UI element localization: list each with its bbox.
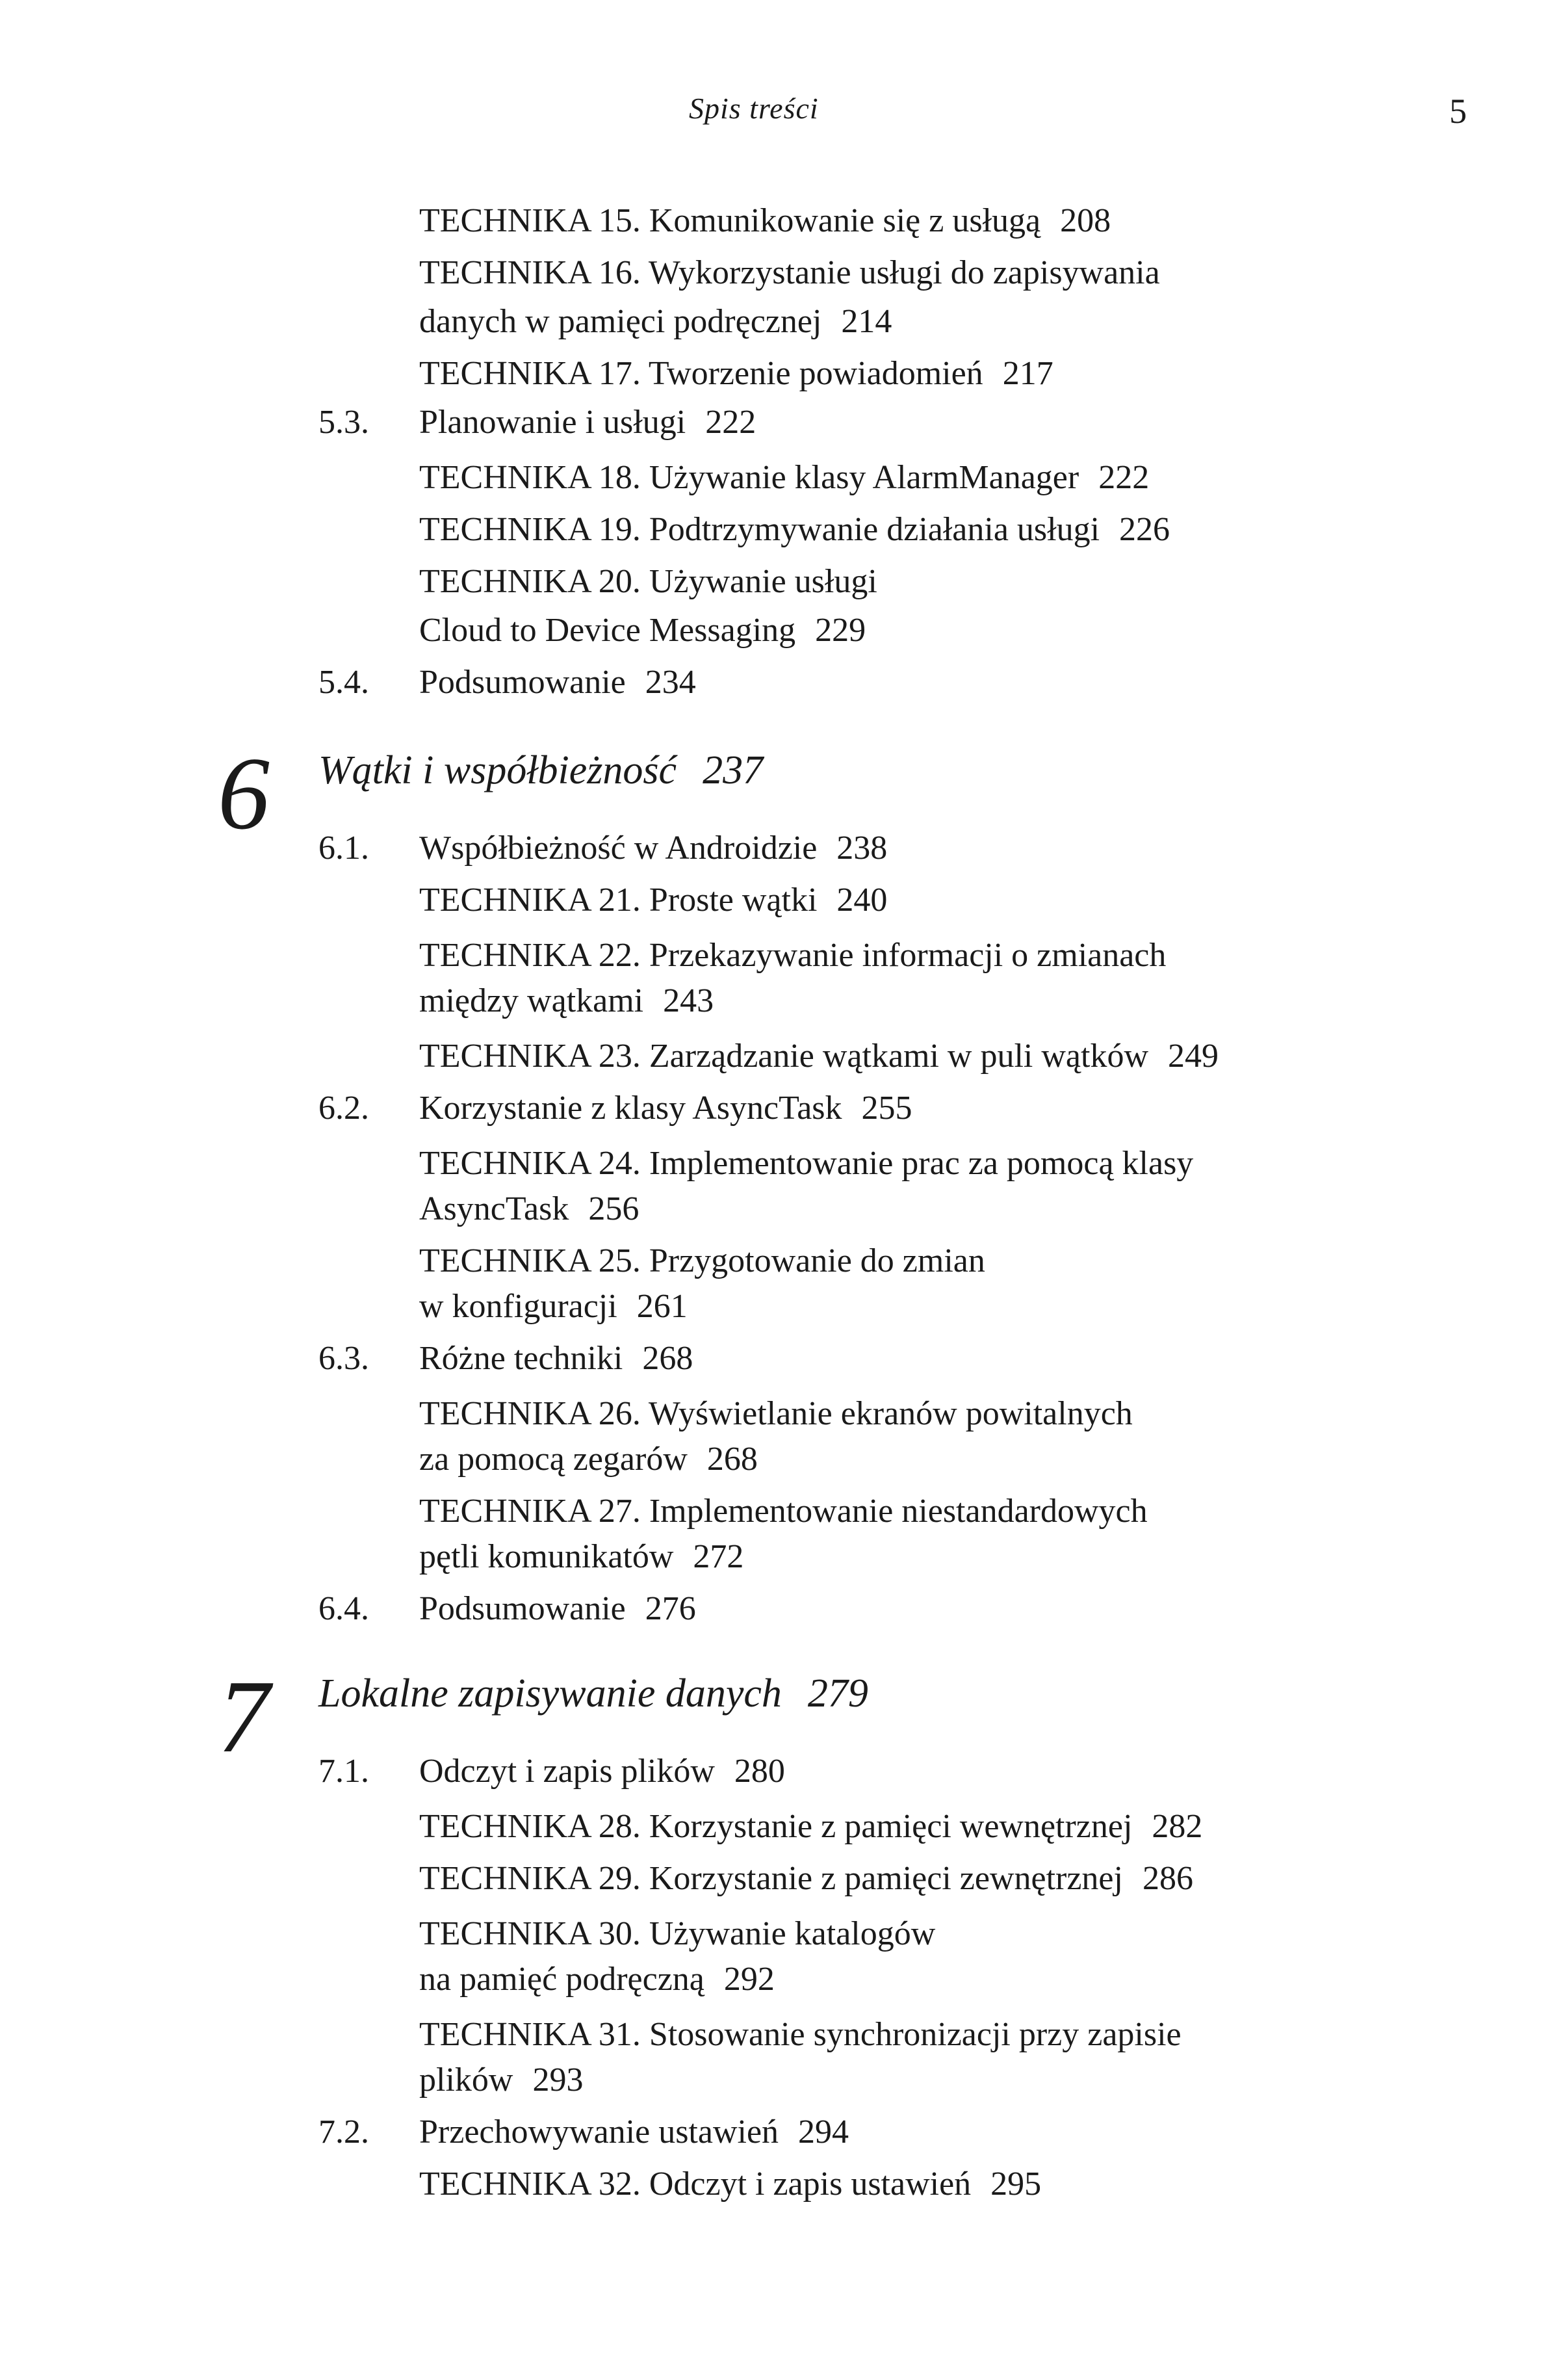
chapter-title-6[interactable]: Wątki i współbieżność 237 — [318, 748, 764, 792]
toc-entry-technika-30-cont[interactable]: na pamięć podręczną 292 — [419, 1961, 775, 1998]
section-number-6-4: 6.4. — [318, 1590, 369, 1627]
section-number-7-1: 7.1. — [318, 1753, 369, 1790]
toc-entry-section-6-2[interactable]: Korzystanie z klasy AsyncTask 255 — [419, 1090, 912, 1127]
toc-entry-technika-22[interactable]: TECHNIKA 22. Przekazywanie informacji o zmianach — [419, 937, 1167, 974]
toc-entry-technika-26[interactable]: TECHNIKA 26. Wyświetlanie ekranów powitalnych — [419, 1395, 1133, 1432]
toc-entry-section-6-4[interactable]: Podsumowanie 276 — [419, 1590, 696, 1627]
toc-entry-section-5-4[interactable]: Podsumowanie 234 — [419, 664, 696, 701]
page-ref: 237 — [703, 748, 764, 792]
page-ref: 234 — [645, 664, 696, 701]
toc-entry-technika-31[interactable]: TECHNIKA 31. Stosowanie synchronizacji przy zapisie — [419, 2016, 1182, 2053]
toc-entry-technika-27[interactable]: TECHNIKA 27. Implementowanie niestandardowych — [419, 1493, 1148, 1530]
running-head-title: Spis treści — [689, 92, 819, 125]
section-number-7-2: 7.2. — [318, 2113, 369, 2151]
toc-entry-technika-32[interactable]: TECHNIKA 32. Odczyt i zapis ustawień 295 — [419, 2165, 1042, 2203]
toc-entry-technika-29[interactable]: TECHNIKA 29. Korzystanie z pamięci zewnętrznej 286 — [419, 1860, 1193, 1897]
section-number-6-1: 6.1. — [318, 830, 369, 867]
page-ref: 261 — [636, 1288, 688, 1325]
toc-entry-section-6-1[interactable]: Współbieżność w Androidzie 238 — [419, 830, 888, 867]
page-ref: 268 — [642, 1340, 693, 1377]
page-ref: 286 — [1142, 1860, 1193, 1897]
toc-entry-technika-17[interactable]: TECHNIKA 17. Tworzenie powiadomień 217 — [419, 355, 1053, 392]
toc-entry-technika-16[interactable]: TECHNIKA 16. Wykorzystanie usługi do zapisywania — [419, 254, 1160, 291]
page-ref: 217 — [1002, 355, 1053, 392]
page-ref: 295 — [990, 2165, 1042, 2203]
toc-entry-section-7-1[interactable]: Odczyt i zapis plików 280 — [419, 1753, 785, 1790]
page-ref: 256 — [588, 1190, 639, 1227]
section-number-5-4: 5.4. — [318, 664, 369, 701]
toc-entry-technika-23[interactable]: TECHNIKA 23. Zarządzanie wątkami w puli wątków 249 — [419, 1038, 1219, 1075]
page-ref: 293 — [532, 2061, 584, 2099]
page-ref: 222 — [1098, 459, 1150, 496]
toc-entry-technika-28[interactable]: TECHNIKA 28. Korzystanie z pamięci wewnętrznej 282 — [419, 1808, 1203, 1845]
toc-entry-section-5-3[interactable]: Planowanie i usługi 222 — [419, 404, 756, 441]
page-ref: 238 — [836, 830, 888, 867]
section-number-6-3: 6.3. — [318, 1340, 369, 1377]
page-ref: 243 — [663, 982, 714, 1019]
section-number-6-2: 6.2. — [318, 1090, 369, 1127]
toc-entry-technika-16-cont[interactable]: danych w pamięci podręcznej 214 — [419, 303, 892, 340]
page-ref: 226 — [1119, 511, 1170, 548]
toc-entry-technika-21[interactable]: TECHNIKA 21. Proste wątki 240 — [419, 882, 888, 919]
toc-entry-technika-26-cont[interactable]: za pomocą zegarów 268 — [419, 1441, 758, 1478]
toc-entry-technika-24-cont[interactable]: AsyncTask 256 — [419, 1190, 639, 1227]
toc-entry-technika-25-cont[interactable]: w konfiguracji 261 — [419, 1288, 688, 1325]
page-ref: 282 — [1152, 1808, 1203, 1845]
page-ref: 272 — [693, 1538, 744, 1575]
toc-entry-section-6-3[interactable]: Różne techniki 268 — [419, 1340, 693, 1377]
chapter-number-6: 6 — [218, 735, 270, 851]
page-ref: 255 — [861, 1090, 912, 1127]
toc-entry-technika-18[interactable]: TECHNIKA 18. Używanie klasy AlarmManager 222 — [419, 459, 1150, 496]
toc-entry-technika-24[interactable]: TECHNIKA 24. Implementowanie prac za pomocą klasy — [419, 1145, 1194, 1182]
chapter-title-7[interactable]: Lokalne zapisywanie danych 279 — [318, 1671, 868, 1716]
page-ref: 208 — [1060, 202, 1111, 239]
page-ref: 294 — [798, 2113, 849, 2151]
chapter-number-7: 7 — [218, 1658, 270, 1774]
page-ref: 214 — [841, 303, 892, 340]
section-number-5-3: 5.3. — [318, 404, 369, 441]
toc-entry-technika-15[interactable]: TECHNIKA 15. Komunikowanie się z usługą 208 — [419, 202, 1111, 239]
page-ref: 268 — [706, 1441, 758, 1478]
page-ref: 249 — [1168, 1038, 1219, 1075]
toc-entry-technika-20[interactable]: TECHNIKA 20. Używanie usługi — [419, 563, 877, 600]
toc-entry-technika-22-cont[interactable]: między wątkami 243 — [419, 982, 714, 1019]
toc-entry-technika-20-cont[interactable]: Cloud to Device Messaging 229 — [419, 612, 866, 649]
page-number: 5 — [1449, 92, 1467, 131]
page-ref: 229 — [815, 612, 866, 649]
page-ref: 276 — [645, 1590, 696, 1627]
toc-entry-technika-25[interactable]: TECHNIKA 25. Przygotowanie do zmian — [419, 1242, 985, 1279]
page-ref: 222 — [705, 404, 756, 441]
page-ref: 240 — [836, 882, 888, 919]
toc-entry-technika-31-cont[interactable]: plików 293 — [419, 2061, 584, 2099]
toc-entry-technika-27-cont[interactable]: pętli komunikatów 272 — [419, 1538, 744, 1575]
page-ref: 280 — [734, 1753, 785, 1790]
toc-entry-technika-19[interactable]: TECHNIKA 19. Podtrzymywanie działania usługi 226 — [419, 511, 1170, 548]
page-ref: 279 — [807, 1671, 868, 1716]
toc-entry-section-7-2[interactable]: Przechowywanie ustawień 294 — [419, 2113, 849, 2151]
toc-entry-technika-30[interactable]: TECHNIKA 30. Używanie katalogów — [419, 1915, 936, 1952]
page-ref: 292 — [723, 1961, 775, 1998]
